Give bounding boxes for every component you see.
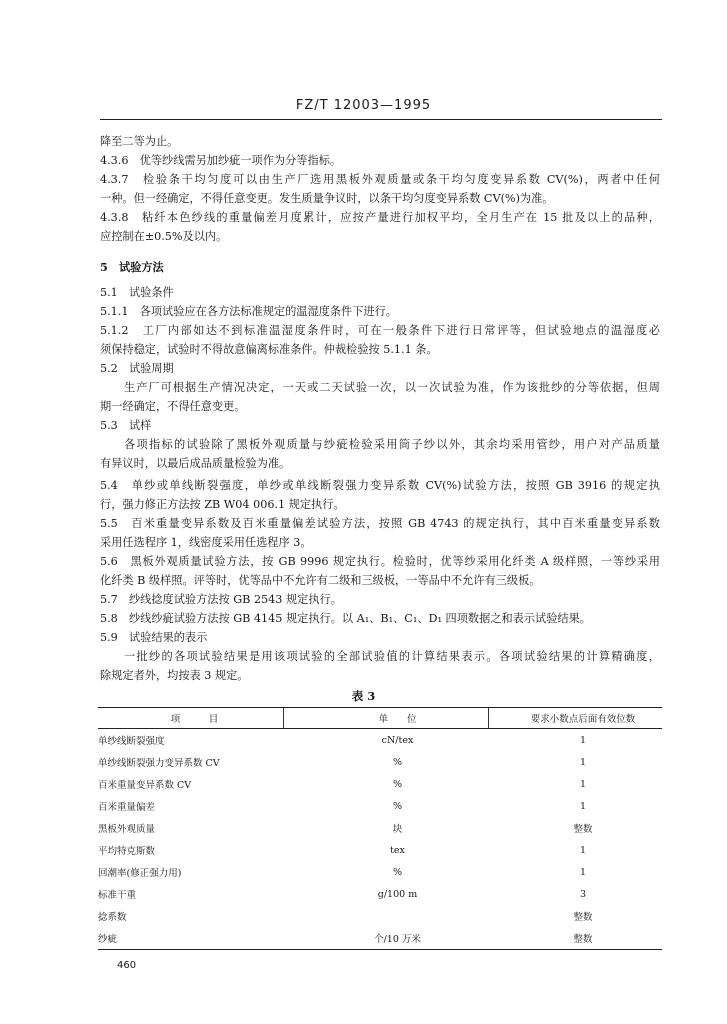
cell-item: 平均特克斯数 [98,846,156,857]
header-rule [100,119,662,120]
text-line: 有异议时，以最后成品质量检验为准。 [100,457,291,470]
table-row [98,795,662,817]
clause-4-3-8: 4.3.8 粘纤本色纱线的重量偏差月度累计，应按产量进行加权平均，全月生产在 15 批及以上的品种， [100,211,660,224]
table-row [98,773,662,795]
text-line: 一种。但一经确定，不得任意变更。发生质量争议时，以条干均匀度变异系数 CV(%)为准。 [100,192,554,205]
cell-unit: tex [390,844,405,856]
cell-item: 单纱线断裂强度 [98,736,165,747]
cell-item: 回潮率(修正强力用) [98,868,182,879]
clause-5-1-2: 5.1.2 工厂内部如达不到标准温湿度条件时，可在一般条件下进行日常评等，但试验地点的温湿度必 [100,324,660,337]
cell-decimals: 1 [579,756,587,768]
column-header-unit: 单 位 [291,708,504,729]
cell-item: 单纱线断裂强力变异系数 CV [98,758,220,769]
text-line: 采用任选程序 1，线密度采用任选程序 3。 [100,536,312,549]
text-line: 应控制在±0.5%及以内。 [100,230,228,243]
clause-5-7: 5.7 纱线捻度试验方法按 GB 2543 规定执行。 [100,593,342,606]
text-line: 须保持稳定，试验时不得故意偏离标准条件。仲裁检验按 5.1.1 条。 [100,343,438,356]
table-row [98,751,662,773]
cell-item: 百米重量偏差 [98,802,156,813]
clause-5-8: 5.8 纱线纱疵试验方法按 GB 4145 规定执行。以 A₁、B₁、C₁、D₁ 四项数据之和表示试验结果。 [100,612,591,625]
clause-5-1-heading: 5.1 试验条件 [100,286,174,299]
clause-5-6: 5.6 黑板外观质量试验方法，按 GB 9996 规定执行。检验时，优等纱采用化纤类 A 级样照，一等纱采用 [100,555,660,568]
clause-5-9-text: 一批纱的各项试验结果是用该项试验的全部试验值的计算结果表示。各项试验结果的计算精确度， [124,650,660,663]
table-row [98,839,662,861]
cell-decimals: 整数 [573,824,593,835]
cell-item: 纱疵 [98,927,291,950]
cell-item: 百米重量变异系数 CV [98,780,192,791]
clause-5-2-text: 生产厂可根据生产情况决定，一天或二天试验一次，以一次试验为准，作为该批纱的分等依据，但周 [124,381,660,394]
cell-unit: % [392,866,403,878]
clause-5-5: 5.5 百米重量变异系数及百米重量偏差试验方法，按照 GB 4743 的规定执行，其中百米重量变异系数 [100,517,660,530]
clause-5-3-text: 各项指标的试验除了黑板外观质量与纱疵检验采用筒子纱以外，其余均采用管纱，用户对产品质量 [124,438,660,451]
cell-item: 标准干重 [98,890,137,901]
text-line: 降至二等为止。 [100,135,179,148]
text-line: 期一经确定，不得任意变更。 [100,400,246,413]
cell-unit: % [392,756,403,768]
column-header-decimals: 要求小数点后面有效位数 [504,708,662,729]
cell-unit: 个/10 万米 [291,927,504,950]
text-line: 除规定者外，均按表 3 规定。 [100,669,249,682]
cell-item: 黑板外观质量 [98,824,156,835]
clause-5-9-heading: 5.9 试验结果的表示 [100,631,208,644]
cell-unit: 块 [392,824,403,835]
cell-unit: cN/tex [381,734,414,746]
table-column-divider [283,708,284,728]
table-row [98,883,662,905]
column-header-item: 项 目 [98,708,291,729]
table-row [98,927,662,950]
clause-5-2-heading: 5.2 试验周期 [100,362,174,375]
clause-4-3-6: 4.3.6 优等纱线需另加纱疵一项作为分等指标。 [100,154,342,167]
cell-unit [291,905,504,927]
table-row [98,817,662,839]
cell-decimals: 3 [579,888,587,900]
text-line: 化纤类 B 级样照。评等时，优等品中不允许有二级和三级板，一等品中不允许有三级板。 [100,574,541,587]
cell-unit: % [392,800,403,812]
text-line: 行，强力修正方法按 ZB W04 006.1 规定执行。 [100,498,345,511]
page-number: 460 [117,960,137,971]
clause-4-3-7: 4.3.7 检验条干均匀度可以由生产厂选用黑板外观质量或条干均匀度变异系数 CV(%)，两者中任何 [100,173,660,186]
clause-5-1-1: 5.1.1 各项试验应在各方法标准规定的温湿度条件下进行。 [100,305,397,318]
cell-unit: g/100 m [377,888,418,900]
table-header-row [98,708,662,729]
cell-unit: % [392,778,403,790]
clause-5-4: 5.4 单纱或单线断裂强度，单纱或单线断裂强力变异系数 CV(%)试验方法，按照 GB 3916 的规定执 [100,479,660,492]
clause-5-3-heading: 5.3 试样 [100,419,152,432]
cell-decimals: 整数 [504,927,662,950]
table-row [98,905,662,927]
cell-item: 捻系数 [98,912,127,923]
cell-decimals: 整数 [573,912,593,923]
table-3-caption: 表 3 [351,689,376,703]
cell-decimals: 1 [579,866,587,878]
cell-decimals: 1 [579,778,587,790]
table-3 [98,707,662,950]
standard-code-header: FZ/T 12003—1995 [295,98,432,113]
cell-decimals: 1 [579,844,587,856]
table-column-divider [488,708,489,728]
section-5-heading: 5 试验方法 [100,260,164,274]
table-row [98,729,662,752]
cell-decimals: 1 [579,734,587,746]
cell-decimals: 1 [579,800,587,812]
table-row [98,861,662,883]
